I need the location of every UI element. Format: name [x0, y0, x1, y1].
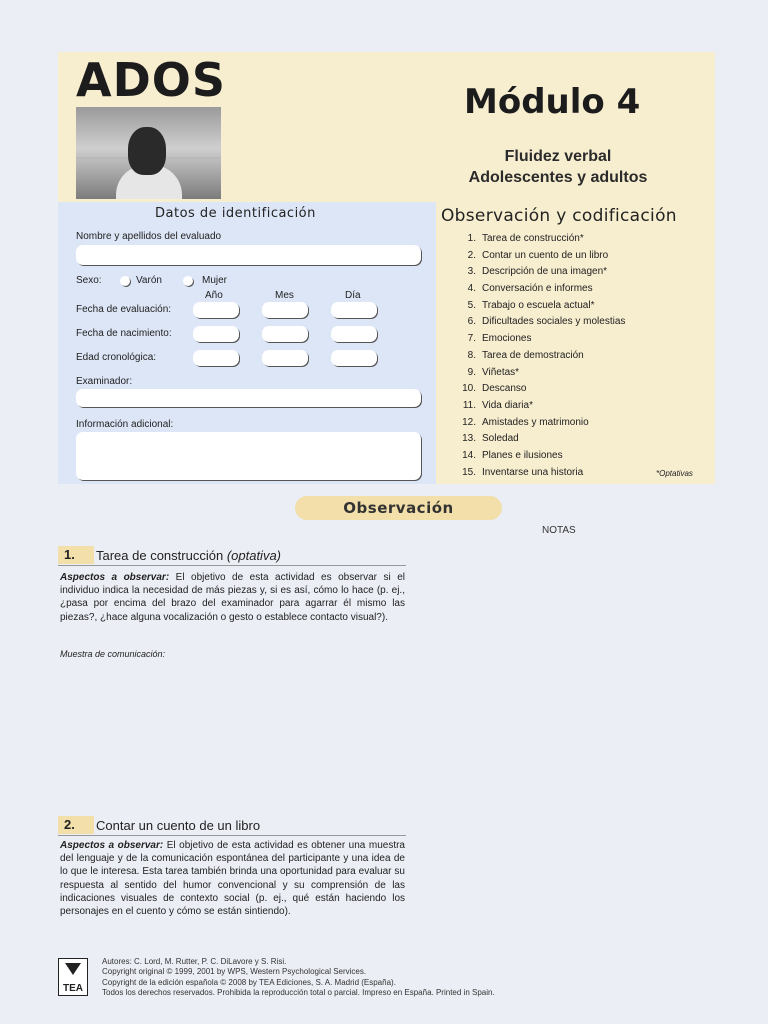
name-field[interactable] — [76, 245, 421, 265]
publisher-logo: TEA — [58, 958, 88, 996]
radio-female[interactable] — [183, 276, 193, 286]
codification-list — [446, 233, 711, 483]
age-months-field[interactable] — [262, 350, 308, 366]
rights-line: Todos los derechos reservados. Prohibida la reproducción total o parcial. Impreso en España. Printed in Spain. — [102, 988, 495, 998]
identification-title: Datos de identificación — [155, 206, 316, 221]
radio-female-label: Mujer — [202, 275, 228, 286]
cover-photo — [76, 107, 221, 199]
section-1-title: Tarea de construcción (optativa) — [96, 548, 282, 563]
list-item: 15. Inventarse una historia — [462, 466, 584, 478]
eval-day-field[interactable] — [331, 302, 377, 318]
module-title: Módulo 4 — [464, 82, 641, 122]
section-1-rule — [58, 565, 406, 566]
logo-triangle-icon — [65, 963, 81, 975]
list-item: 10. Descanso — [462, 383, 527, 395]
section-2-number: 2. — [58, 816, 94, 834]
name-label: Nombre y apellidos del evaluado — [76, 231, 222, 242]
optional-note: *Optativas — [656, 469, 693, 478]
birth-month-field[interactable] — [262, 326, 308, 342]
brand-title: ADOS — [76, 53, 227, 107]
notes-label: NOTAS — [542, 525, 576, 536]
section-2-title: Contar un cuento de un libro — [96, 818, 261, 833]
section-1-aspects: Aspectos a observar: El objetivo de esta actividad es observar si el individuo indica la necesidad de más piezas y, si es así, cómo lo hace (p. ej., ¿pasa por encima del brazo del examinador para agarrar él mismo las piezas?, ¿hace alguna vocalización o gesto o establece contacto visual?). — [60, 572, 405, 623]
birth-date-label: Fecha de nacimiento: — [76, 328, 172, 339]
subtitle-fluency: Fluidez verbal — [504, 148, 612, 165]
extra-info-field[interactable] — [76, 432, 421, 480]
list-item: 5. Trabajo o escuela actual* — [467, 299, 595, 311]
extra-info-label: Información adicional: — [76, 419, 174, 430]
list-item: 7. Emociones — [467, 333, 532, 345]
eval-date-label: Fecha de evaluación: — [76, 304, 172, 315]
eval-month-field[interactable] — [262, 302, 308, 318]
list-item: 14. Planes e ilusiones — [462, 449, 563, 461]
section-1-number: 1. — [58, 546, 94, 564]
section-2-rule — [58, 835, 406, 836]
examiner-field[interactable] — [76, 389, 421, 407]
list-item: 8. Tarea de demostración — [467, 349, 584, 361]
examiner-label: Examinador: — [76, 376, 133, 387]
authors-line: Autores: C. Lord, M. Rutter, P. C. DiLavore y S. Risi. — [102, 957, 287, 966]
list-item: 9. Viñetas* — [467, 366, 520, 378]
month-header: Mes — [275, 290, 294, 301]
section-2-aspects: Aspectos a observar: El objetivo de esta actividad es obtener una muestra del lenguaje y de la comunicación espontánea del participante y una idea de lo que le interesa. Esta tarea también brinda una oportunidad para evaluar su respuesta al sentido del humor convencional y su comprensión de las indicaciones visuales de contexto social (p. ej., qué están haciendo los personajes en el cuento y cómo se están sintiendo). — [60, 840, 405, 918]
sex-label: Sexo: — [76, 275, 102, 286]
radio-male[interactable] — [120, 276, 130, 286]
copyright-block — [102, 957, 495, 999]
copyright-spanish-line: Copyright de la edición española © 2008 by TEA Ediciones, S. A. Madrid (España). — [102, 977, 396, 987]
birth-day-field[interactable] — [331, 326, 377, 342]
list-item: 2. Contar un cuento de un libro — [467, 249, 609, 261]
list-item: 1. Tarea de construcción* — [467, 233, 584, 244]
age-years-field[interactable] — [193, 350, 239, 366]
age-days-field[interactable] — [331, 350, 377, 366]
list-item: 12. Amistades y matrimonio — [462, 416, 589, 428]
list-item: 3. Descripción de una imagen* — [467, 266, 608, 278]
year-header: Año — [205, 290, 223, 301]
copyright-original-line: Copyright original © 1999, 2001 by WPS, Western Psychological Services. — [102, 967, 367, 977]
photo-figure-head — [128, 127, 166, 175]
day-header: Día — [345, 290, 361, 301]
list-item: 11. Vida diaria* — [462, 399, 533, 411]
observation-heading: Observación — [295, 496, 502, 520]
subtitle-age: Adolescentes y adultos — [468, 169, 648, 186]
communication-sample-label: Muestra de comunicación: — [60, 649, 166, 659]
list-item: 6. Dificultades sociales y molestias — [467, 316, 626, 328]
birth-year-field[interactable] — [193, 326, 239, 342]
codification-title: Observación y codificación — [441, 206, 677, 226]
radio-male-label: Varón — [136, 275, 162, 286]
list-item: 4. Conversación e informes — [467, 283, 593, 295]
age-label: Edad cronológica: — [76, 352, 157, 363]
list-item: 13. Soledad — [462, 433, 519, 445]
eval-year-field[interactable] — [193, 302, 239, 318]
